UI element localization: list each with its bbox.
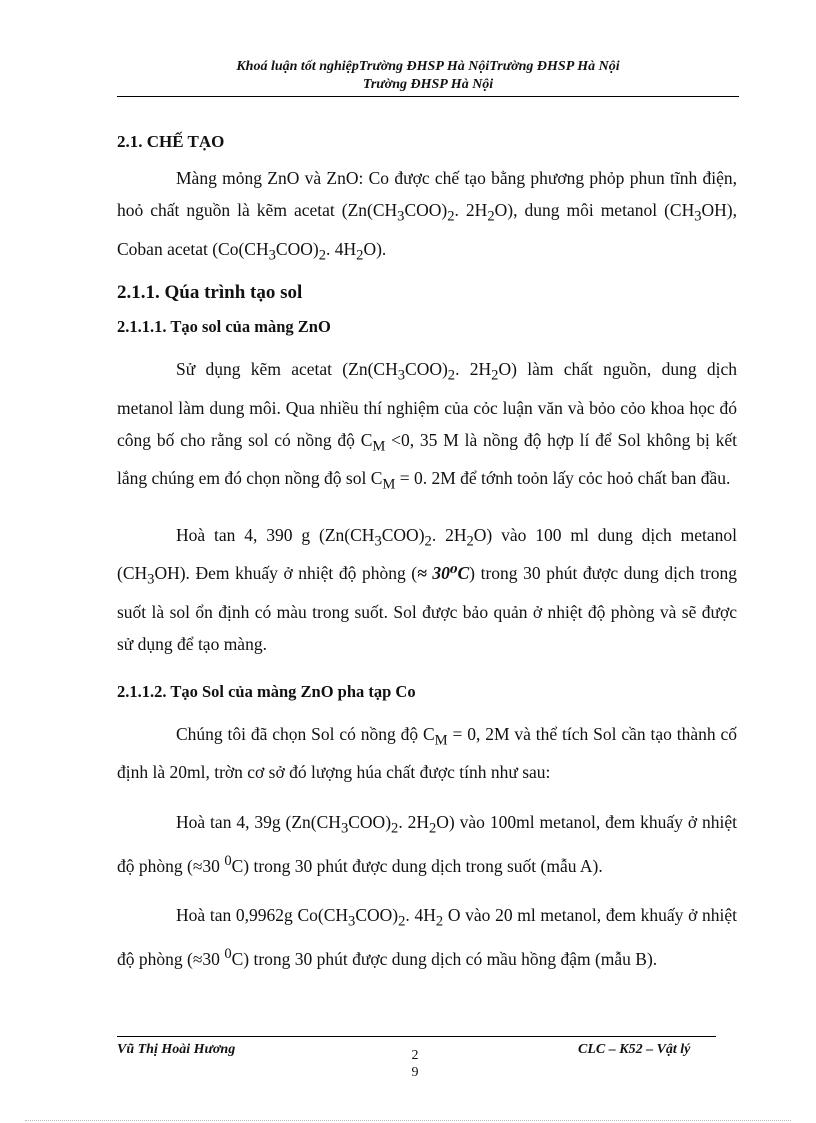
section-title-2-1-1-1: 2.1.1.1. Tạo sol của màng ZnO bbox=[117, 317, 331, 336]
page-bottom-divider bbox=[25, 1120, 791, 1121]
header-line-1: Khoá luận tốt nghiệpTrường ĐHSP Hà NộiTrường ĐHSP Hà Nội bbox=[236, 59, 620, 74]
paragraph-sample-a: Hoà tan 4, 39g ($Zn(CH_3COO)_2$. $2H_2O$) vào 100ml metanol, đem khuấy ở nhiệt độ phòng (≈30 $^0$C) trong 30 phút được dung dịch trong suốt (mẫu A). bbox=[117, 812, 737, 876]
page-number bbox=[405, 1047, 425, 1081]
document-body bbox=[117, 128, 737, 975]
paragraph-sample-b: Hoà tan 0,9962g $Co(CH_3COO)_2$. $4H_2$ O vào 20 ml metanol, đem khuấy ở nhiệt độ phòng (≈30 $^0$C) trong 30 phút được dung dịch có mầu hồng đậm (mẫu B). bbox=[117, 905, 737, 969]
paragraph-intro: Màng mỏng ZnO và ZnO: Co được chế tạo bằng phương phỏp phun tĩnh điện, hoỏ chất nguồn là kẽm acetat ($Zn(CH_3COO)_2$. $2H_2O$), dung môi metanol $(CH_3OH)$, Coban acetat ($Co(CH_3COO)_2$. $4H_2O$). bbox=[117, 168, 737, 263]
paragraph-co-sol: Chúng tôi đã chọn Sol có nồng độ $C_M = 0$, 2M và thể tích Sol cần tạo thành cố định là 20ml, trờn cơ sở đó lượng húa chất được tính như sau: bbox=[117, 723, 737, 782]
page-header bbox=[117, 58, 739, 94]
section-title-2-1-1: 2.1.1. Qúa trình tạo sol bbox=[117, 282, 303, 303]
section-title-2-1: 2.1. CHẾ TẠO bbox=[117, 132, 225, 151]
footer-author: Vũ Thị Hoài Hương bbox=[117, 1042, 236, 1057]
section-title-2-1-1-2: 2.1.1.2. Tạo Sol của màng ZnO pha tạp Co bbox=[117, 681, 416, 701]
footer-class: CLC – K52 – Vật lý bbox=[578, 1042, 691, 1057]
paragraph-dissolve: Hoà tan 4, 390 g ($Zn(CH_3COO)_2$. $2H_2O$) vào 100 ml dung dịch metanol $(CH_3OH)$. Đem khuấy ở nhiệt độ phòng (≈ 30⁰C) trong 30 phút được dung dịch trong suốt là sol ổn định có màu trong suốt. Sol được bảo quản ở nhiệt độ phòng và sẽ được sử dụng để tạo màng. bbox=[117, 524, 737, 654]
page-number-line-1: 2 bbox=[411, 1048, 419, 1063]
footer-rule bbox=[117, 1036, 716, 1037]
paragraph-zno-sol: Sử dụng kẽm acetat ($Zn(CH_3COO)_2$. $2H_2O$) làm chất nguồn, dung dịch metanol làm dung môi. Qua nhiều thí nghiệm của cỏc luận văn và bỏo cỏo khoa học đó công bố cho rằng sol có nồng độ $C_M <0$, 35 M là nồng độ hợp lí để Sol không bị kết lắng chúng em đó chọn nồng độ sol $C_M = 0$. 2M để tớnh toỏn lấy cỏc hoỏ chất ban đầu. bbox=[117, 359, 738, 493]
header-line-2: Trường ĐHSP Hà Nội bbox=[362, 77, 494, 92]
header-rule bbox=[117, 96, 739, 97]
page-number-line-2: 9 bbox=[411, 1065, 419, 1080]
